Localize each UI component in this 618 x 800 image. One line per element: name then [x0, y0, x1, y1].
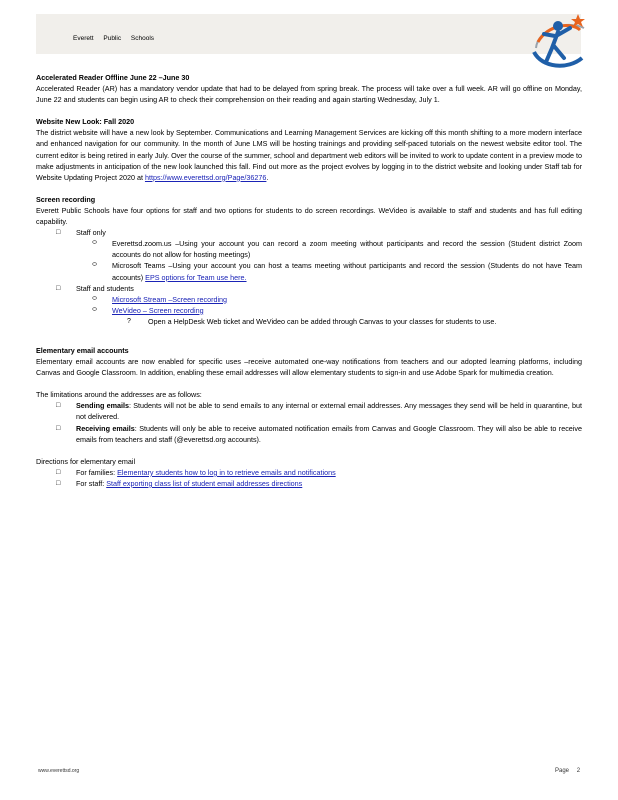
district-logo-icon — [528, 8, 588, 74]
families-email-link[interactable]: Elementary students how to log in to retrieve emails and notifications — [117, 467, 336, 477]
teams-options-link[interactable]: EPS options for Team use here. — [145, 272, 247, 282]
screen-intro: Everett Public Schools have four options for staff and two options for students to do screen recordings. WeVideo is available to staff and students and has full editing capability. — [36, 205, 582, 227]
families-label: For families: — [76, 467, 116, 477]
screen-heading: Screen recording — [36, 194, 96, 204]
list-item — [36, 478, 582, 489]
footer-site: www.everettsd.org — [38, 768, 80, 774]
list-item — [36, 227, 582, 238]
website-heading: Website New Look: Fall 2020 — [36, 117, 135, 127]
question-bullet-icon: ? — [127, 317, 131, 325]
circle-bullet-icon: ⬭ — [92, 262, 98, 269]
email-heading: Elementary email accounts — [36, 345, 129, 355]
square-bullet-icon: □ — [56, 424, 61, 432]
website-text: The district website will have a new look by September. Communications and Learning Management Services are kicking off this month shifting to a more modern interface and enhanced navigation for our community. In the month of June LMS will be hosting trainings and providing self-paced tutorials on the newest website editor tool. The current editor is being retired in early July. Over the course of the summer, school and department web editors will be invited to work to update content in a preview mode to make adjustments in anticipation of the new look launched this fall. Find out more as the project evolves by logging in to the district website and looking under Staff tab for Website Updating Project 2020 at — [36, 128, 582, 182]
directions-heading: Directions for elementary email — [36, 456, 136, 466]
square-bullet-icon: □ — [56, 402, 61, 410]
zoom-text: –Using your account you can record a zoom meeting without participants and record the session (Student district Zoom accounts do not allow for hosting meetings) — [112, 239, 583, 260]
list-item — [36, 316, 582, 327]
staff-export-link[interactable]: Staff exporting class list of student email addresses directions — [106, 478, 303, 488]
staff-label: For staff: — [76, 478, 105, 488]
website-paragraph — [36, 127, 582, 182]
header-band — [36, 14, 581, 54]
list-item — [36, 238, 582, 260]
square-bullet-icon: □ — [56, 229, 61, 237]
newsletter-body — [36, 72, 582, 489]
ar-heading: Accelerated Reader Offline June 22 –June 30 — [36, 73, 190, 82]
website-project-link[interactable]: https://www.everettsd.org/Page/36276 — [144, 172, 267, 182]
page-label: Page — [555, 768, 570, 774]
square-bullet-icon: □ — [56, 284, 61, 292]
list-item — [36, 423, 582, 445]
circle-bullet-icon: ⬭ — [92, 306, 98, 313]
square-bullet-icon: □ — [56, 479, 61, 487]
square-bullet-icon: □ — [56, 468, 61, 476]
email-paragraph: Elementary email accounts are now enabled for specific uses –receive automated one-way notifications from teachers and our adopted learning platforms, including Canvas and Google Classroom. In addition, enabling these email addresses will allow elementary students to sign-in and use Adobe Spark for multimedia creation. — [36, 357, 582, 378]
website-end: . — [266, 172, 269, 182]
receiving-text: : Students will only be able to receive automated notification emails from Canvas and Google Classroom. They will also be able to receive emails from teachers and staff (@everettsd.org accounts). — [76, 423, 582, 444]
staff-students-label: Staff and students — [76, 283, 134, 293]
staff-only-label: Staff only — [76, 228, 106, 238]
header-org-name: Everett Public Schools — [73, 35, 155, 42]
list-item — [36, 305, 582, 316]
wevideo-recording-link[interactable]: WeVideo – Screen recording — [112, 305, 204, 315]
sending-label: Sending emails — [76, 401, 129, 411]
stream-recording-link[interactable]: Microsoft Stream –Screen recording — [112, 294, 228, 304]
list-item — [36, 260, 582, 282]
circle-bullet-icon: ⬭ — [92, 240, 98, 247]
receiving-label: Receiving emails — [76, 423, 135, 433]
zoom-link[interactable]: Everettsd.zoom.us — [112, 239, 172, 249]
list-item — [36, 400, 582, 422]
list-item — [36, 467, 582, 478]
limitations-intro: The limitations around the addresses are as follows: — [36, 390, 202, 400]
helpdesk-text: Open a HelpDesk Web ticket and WeVideo can be added through Canvas to your classes for students to use. — [148, 316, 497, 326]
list-item — [36, 283, 582, 294]
ar-paragraph: Accelerated Reader (AR) has a mandatory vendor update that had to be delayed from spring break. The process will take over a full week. AR will go offline on Monday, June 22 and students can begin using AR to check their comprehension on their reading and again starting Wednesday, July 1. — [36, 84, 582, 105]
footer-page — [555, 768, 580, 774]
page-number: 2 — [576, 768, 581, 774]
circle-bullet-icon: ⬭ — [92, 295, 98, 302]
sending-text: : Students will not be able to send emails to any internal or external email addresses. Any messages they send will be held in quarantine, but not delivered. — [76, 401, 582, 422]
teams-text: Microsoft Teams –Using your account you can host a teams meeting without participants and record the session (Students do not have Team accounts) — [112, 261, 582, 282]
list-item — [36, 294, 582, 305]
